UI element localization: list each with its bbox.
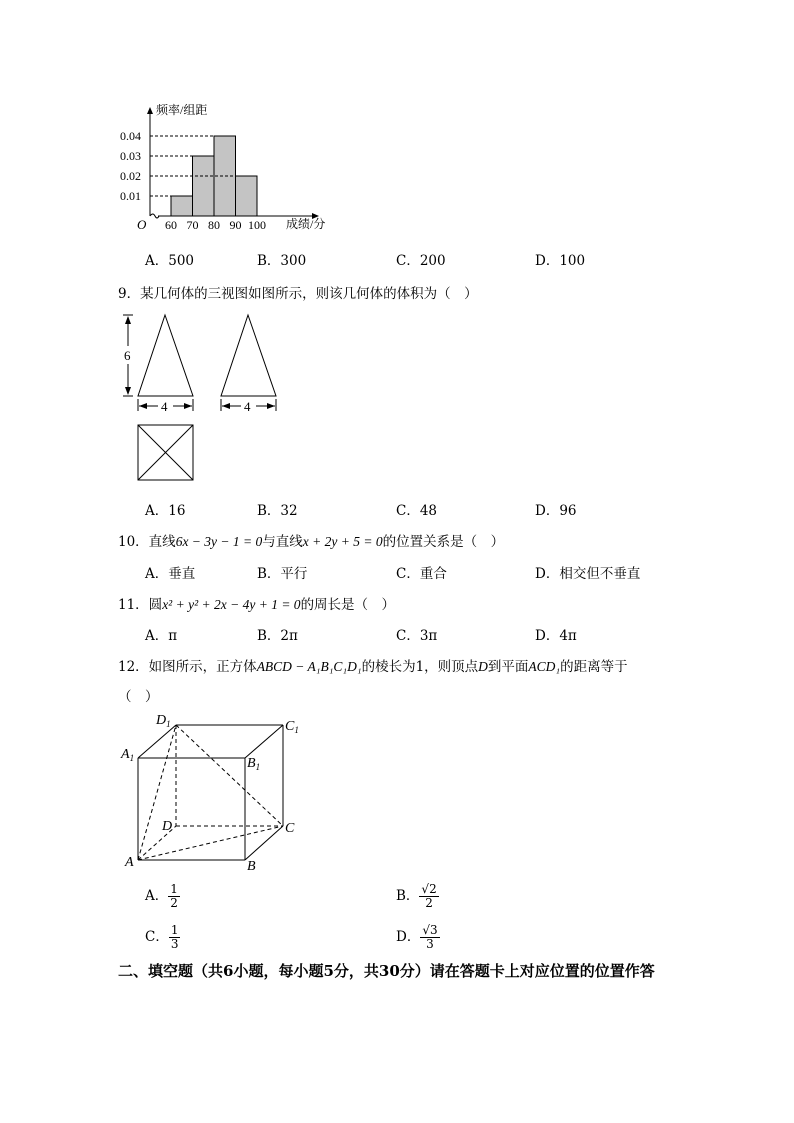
side-view-triangle: [221, 315, 276, 396]
q11-option-b[interactable]: B．2π: [257, 628, 298, 644]
x-tick-label: 70: [186, 218, 199, 232]
q11-stem: 11．圆x² + y² + 2x − 4y + 1 = 0的周长是（ ）: [118, 597, 396, 613]
q12-cube-name: ABCD − A₁B₁C₁D₁: [256, 659, 362, 674]
origin-label: O: [137, 217, 147, 232]
q11-option-a[interactable]: A．π: [145, 628, 178, 644]
histogram-bar-60-70: [171, 196, 193, 216]
label-A: A: [125, 855, 134, 870]
q12-option-a[interactable]: A． $\frac{1}{2}$: [145, 882, 178, 910]
section-2-heading: 二、填空题（共6小题，每小题5分，共30分）请在答题卡上对应位置的位置作答: [118, 962, 655, 980]
q10-option-b[interactable]: B．平行: [257, 566, 308, 582]
q10-option-d[interactable]: D．相交但不垂直: [535, 566, 641, 582]
label-B: B: [247, 859, 256, 874]
q10-stem: 10．直线6x − 3y − 1 = 0与直线x + 2y + 5 = 0的位置关系是（ ）: [118, 534, 505, 550]
label-C: C: [285, 821, 295, 836]
q12-option-b[interactable]: B． $\frac{√2}{2}$: [396, 882, 437, 910]
q9-option-c[interactable]: C．48: [396, 503, 438, 519]
q10-option-a[interactable]: A．垂直: [145, 566, 196, 582]
q10-line2-equation: x + 2y + 5 = 0: [302, 534, 383, 549]
q10-option-c[interactable]: C．重合: [396, 566, 447, 582]
q11-circle-equation: x² + y² + 2x − 4y + 1 = 0: [162, 597, 301, 612]
q8-option-a[interactable]: A．500: [145, 253, 195, 269]
axis-break: [150, 214, 159, 218]
x-tick-label: 90: [229, 218, 242, 232]
front-width-dimension: 4: [161, 399, 168, 414]
q9-stem: 9．某几何体的三视图如图所示，则该几何体的体积为（ ）: [118, 286, 478, 302]
histogram-bar-90-100: [236, 176, 258, 216]
histogram-bar-70-80: [193, 156, 215, 216]
x-tick-label: 80: [208, 218, 220, 232]
y-tick-label: 0.02: [120, 169, 141, 183]
q12-plane-name: ACD₁: [528, 659, 561, 674]
x-tick-label: 100: [248, 218, 266, 232]
q12-answer-paren: （ ）: [118, 689, 159, 705]
q12-option-c[interactable]: C． $\frac{1}{3}$: [145, 923, 179, 951]
label-B1: $B_1$: [247, 756, 261, 772]
q8-option-d[interactable]: D．100: [535, 253, 586, 269]
y-tick-label: 0.04: [120, 129, 141, 143]
height-dimension: 6: [124, 348, 131, 363]
q8-option-c[interactable]: C．200: [396, 253, 446, 269]
x-tick-label: 60: [165, 218, 177, 232]
y-tick-label: 0.01: [120, 189, 141, 203]
q9-option-d[interactable]: D．96: [535, 503, 577, 519]
label-D1: $D_1$: [156, 713, 171, 729]
label-C1: $C_1$: [285, 719, 299, 735]
x-axis-label: 成绩/分: [286, 217, 326, 231]
front-view-triangle: [138, 315, 193, 396]
y-axis-label: 频率/组距: [156, 103, 208, 117]
side-width-dimension: 4: [244, 399, 251, 414]
q11-option-c[interactable]: C．3π: [396, 628, 438, 644]
q8-option-b[interactable]: B．300: [257, 253, 307, 269]
q9-option-b[interactable]: B．32: [257, 503, 298, 519]
q12-option-d[interactable]: D． $\frac{√3}{3}$: [396, 923, 438, 951]
frequency-histogram: [110, 98, 340, 238]
q10-line1-equation: 6x − 3y − 1 = 0: [175, 534, 263, 549]
cube-diagram: [118, 708, 318, 878]
label-A1: $A_1$: [121, 747, 135, 763]
y-tick-label: 0.03: [120, 149, 141, 163]
label-D: D: [162, 819, 173, 834]
q11-option-d[interactable]: D．4π: [535, 628, 577, 644]
three-view-diagram: [115, 308, 295, 488]
q9-option-a[interactable]: A．16: [145, 503, 186, 519]
q12-stem: 12．如图所示，正方体ABCD − A₁B₁C₁D₁的棱长为1，则顶点D到平面ACD₁的距离等于: [118, 659, 628, 675]
